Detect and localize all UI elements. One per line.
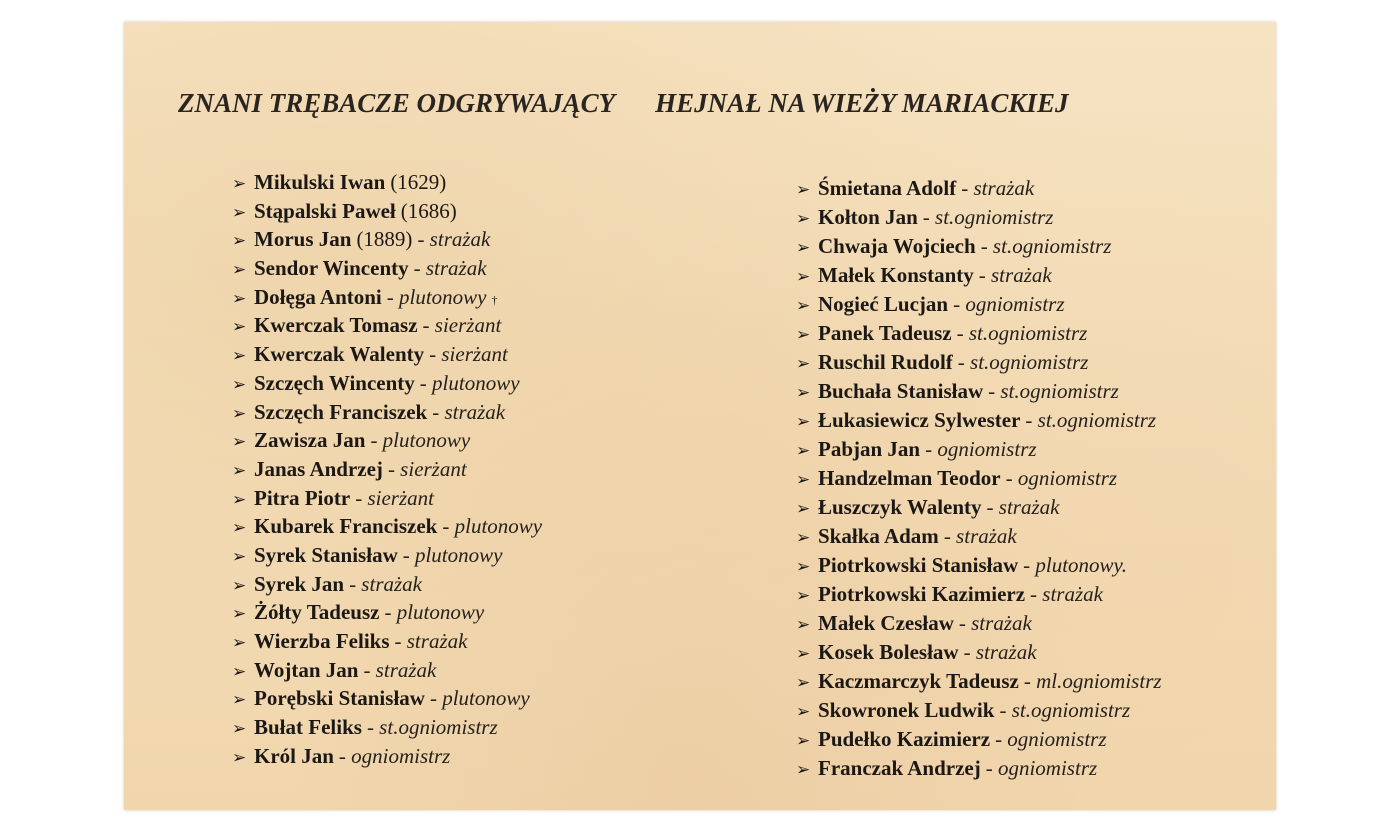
- person-name: Skałka Adam: [818, 524, 939, 548]
- person-name: Syrek Jan: [254, 571, 345, 596]
- arrowhead-bullet-icon: ➢: [796, 760, 811, 779]
- list-item: [796, 263, 1162, 292]
- rank-label: - ogniomistrz: [1005, 466, 1118, 490]
- list-item: [232, 227, 542, 256]
- list-item: [796, 698, 1162, 727]
- list-item: [232, 686, 542, 715]
- arrowhead-bullet-icon: ➢: [796, 180, 811, 199]
- arrowhead-bullet-icon: ➢: [796, 209, 811, 228]
- list-item: [232, 457, 542, 486]
- rank-label: - st.ogniomistrz: [988, 379, 1119, 403]
- arrowhead-bullet-icon: ➢: [796, 412, 811, 431]
- rank-label: - plutonowy: [402, 542, 503, 567]
- rank-label: - strażak: [413, 256, 487, 281]
- list-item: [796, 176, 1162, 205]
- list-item: [796, 640, 1162, 669]
- rank-label: - strażak: [432, 399, 506, 424]
- rank-label: - st.ogniomistrz: [980, 234, 1112, 258]
- rank-label: - plutonowy: [419, 370, 520, 395]
- list-item: [796, 582, 1162, 611]
- person-name: Stąpalski Paweł: [254, 198, 396, 223]
- arrowhead-bullet-icon: ➢: [232, 460, 247, 480]
- list-item: [796, 611, 1162, 640]
- title-part-2: HEJNAŁ NA WIEŻY MARIACKIEJ: [655, 88, 1069, 118]
- rank-label: - sierżant: [355, 485, 434, 510]
- person-name: Chwaja Wojciech: [818, 234, 976, 258]
- person-name: Kołton Jan: [818, 205, 918, 229]
- paper-sheet: [124, 22, 1276, 810]
- rank-label: - st.ogniomistrz: [956, 321, 1088, 345]
- person-name: Łuszczyk Walenty: [818, 495, 982, 519]
- list-item: [232, 600, 542, 629]
- arrowhead-bullet-icon: ➢: [232, 747, 247, 767]
- person-name: Piotrkowski Stanisław: [818, 553, 1019, 577]
- list-item: [232, 400, 542, 429]
- arrowhead-bullet-icon: ➢: [796, 615, 811, 634]
- person-name: Porębski Stanisław: [254, 686, 425, 711]
- arrowhead-bullet-icon: ➢: [232, 661, 247, 681]
- arrowhead-bullet-icon: ➢: [796, 470, 811, 489]
- rank-label: - strażak: [1030, 582, 1103, 606]
- person-name: Buchała Stanisław: [818, 379, 984, 403]
- person-name: Piotrkowski Kazimierz: [818, 582, 1026, 606]
- list-item: [796, 756, 1162, 785]
- arrowhead-bullet-icon: ➢: [232, 288, 247, 308]
- list-item: [796, 553, 1162, 582]
- year-label: (1889): [356, 227, 413, 252]
- list-item: [232, 629, 542, 658]
- cross-mark: †: [491, 292, 498, 307]
- arrowhead-bullet-icon: ➢: [232, 489, 247, 509]
- list-item: [796, 524, 1162, 553]
- list-item: [232, 256, 542, 285]
- arrowhead-bullet-icon: ➢: [232, 374, 247, 394]
- rank-label: - strażak: [961, 176, 1035, 200]
- rank-label: - strażak: [363, 657, 437, 682]
- list-item: [232, 514, 542, 543]
- list-item: [232, 428, 542, 457]
- rank-label: - plutonowy: [429, 686, 530, 711]
- rank-label: - strażak: [986, 495, 1060, 519]
- arrowhead-bullet-icon: ➢: [232, 518, 247, 538]
- person-name: Wierzba Feliks: [254, 629, 390, 653]
- person-name: Łukasiewicz Sylwester: [818, 408, 1021, 432]
- list-item: [796, 205, 1162, 234]
- list-item: [796, 321, 1162, 350]
- person-name: Mikulski Iwan: [254, 170, 386, 194]
- title-part-1: ZNANI TRĘBACZE ODGRYWAJĄCY: [178, 88, 616, 118]
- person-name: Dołęga Antoni: [254, 284, 382, 309]
- arrowhead-bullet-icon: ➢: [232, 719, 247, 739]
- year-label: (1686): [400, 198, 457, 223]
- rank-label: - ogniomistrz: [338, 743, 451, 768]
- list-item: [232, 313, 542, 342]
- list-item: [232, 715, 542, 744]
- person-name: Handzelman Teodor: [818, 466, 1001, 490]
- rank-label: - sierżant: [422, 313, 502, 338]
- list-item: [232, 371, 542, 400]
- person-name: Kosek Bolesław: [818, 640, 959, 664]
- person-name: Morus Jan: [254, 227, 352, 252]
- arrowhead-bullet-icon: ➢: [796, 383, 811, 402]
- rank-label: - sierżant: [387, 456, 467, 481]
- left-name-list: [232, 170, 542, 772]
- person-name: Pitra Piotr: [254, 485, 351, 510]
- person-name: Ruschil Rudolf: [818, 350, 953, 374]
- arrowhead-bullet-icon: ➢: [796, 557, 811, 576]
- person-name: Małek Czesław: [818, 611, 954, 635]
- list-item: [796, 292, 1162, 321]
- rank-label: - ogniomistrz: [925, 437, 1037, 461]
- rank-label: - ml.ogniomistrz: [1023, 669, 1162, 693]
- arrowhead-bullet-icon: ➢: [796, 441, 811, 460]
- list-item: [796, 466, 1162, 495]
- person-name: Panek Tadeusz: [818, 321, 952, 345]
- arrowhead-bullet-icon: ➢: [232, 202, 247, 222]
- list-item: [232, 285, 542, 314]
- person-name: Śmietana Adolf: [818, 176, 957, 200]
- person-name: Janas Andrzej: [254, 456, 383, 481]
- list-item: [232, 199, 542, 228]
- page-title: [178, 88, 1216, 119]
- list-item: [796, 234, 1162, 263]
- arrowhead-bullet-icon: ➢: [796, 238, 811, 257]
- list-item: [232, 744, 542, 773]
- person-name: Syrek Stanisław: [254, 542, 398, 567]
- rank-label: - strażak: [978, 263, 1052, 287]
- list-item: [232, 543, 542, 572]
- rank-label: - ogniomistrz: [953, 292, 1065, 316]
- person-name: Król Jan: [254, 743, 334, 768]
- list-item: [796, 379, 1162, 408]
- arrowhead-bullet-icon: ➢: [232, 633, 247, 652]
- rank-label: - st.ogniomistrz: [366, 715, 498, 740]
- rank-label: - plutonowy: [384, 600, 485, 625]
- person-name: Małek Konstanty: [818, 263, 974, 287]
- person-name: Pudełko Kazimierz: [818, 727, 991, 751]
- arrowhead-bullet-icon: ➢: [796, 354, 811, 373]
- rank-label: - st.ogniomistrz: [922, 205, 1054, 229]
- arrowhead-bullet-icon: ➢: [796, 731, 811, 750]
- arrowhead-bullet-icon: ➢: [232, 604, 247, 624]
- person-name: Pabjan Jan: [818, 437, 921, 461]
- arrowhead-bullet-icon: ➢: [796, 673, 811, 692]
- list-item: [232, 342, 542, 371]
- rank-label: - ogniomistrz: [995, 727, 1107, 751]
- rank-label: - strażak: [394, 629, 468, 653]
- rank-label: - st.ogniomistrz: [1025, 408, 1157, 432]
- arrowhead-bullet-icon: ➢: [796, 296, 811, 315]
- arrowhead-bullet-icon: ➢: [796, 528, 811, 547]
- rank-label: - ogniomistrz: [985, 756, 1098, 780]
- person-name: Skowronek Ludwik: [818, 698, 995, 722]
- person-name: Zawisza Jan: [254, 428, 366, 453]
- arrowhead-bullet-icon: ➢: [232, 346, 247, 366]
- arrowhead-bullet-icon: ➢: [232, 690, 247, 710]
- arrowhead-bullet-icon: ➢: [796, 702, 811, 721]
- list-item: [796, 408, 1162, 437]
- person-name: Sendor Wincenty: [254, 256, 409, 281]
- rank-label: - plutonowy: [386, 284, 487, 309]
- list-item: [796, 727, 1162, 756]
- rank-label: - plutonowy.: [1023, 553, 1127, 577]
- arrowhead-bullet-icon: ➢: [796, 267, 811, 286]
- arrowhead-bullet-icon: ➢: [232, 575, 247, 595]
- person-name: Nogieć Lucjan: [818, 292, 949, 316]
- list-item: [796, 437, 1162, 466]
- list-item: [796, 669, 1162, 698]
- list-item: [796, 495, 1162, 524]
- rank-label: - strażak: [958, 611, 1032, 635]
- rank-label: - plutonowy: [442, 514, 543, 539]
- arrowhead-bullet-icon: ➢: [796, 586, 811, 605]
- rank-label: - strażak: [417, 227, 491, 252]
- list-item: [232, 658, 542, 687]
- rank-label: - sierżant: [429, 342, 508, 367]
- arrowhead-bullet-icon: ➢: [232, 546, 247, 566]
- person-name: Kwerczak Tomasz: [254, 313, 418, 338]
- list-item: [232, 486, 542, 515]
- arrowhead-bullet-icon: ➢: [232, 317, 247, 337]
- right-name-list: [796, 176, 1162, 785]
- arrowhead-bullet-icon: ➢: [232, 432, 247, 452]
- rank-label: - strażak: [943, 524, 1017, 548]
- rank-label: - strażak: [349, 571, 422, 596]
- person-name: Kaczmarczyk Tadeusz: [818, 669, 1019, 693]
- arrowhead-bullet-icon: ➢: [796, 644, 811, 663]
- rank-label: - st.ogniomistrz: [957, 350, 1089, 374]
- list-item: [796, 350, 1162, 379]
- list-item: [232, 170, 542, 199]
- arrowhead-bullet-icon: ➢: [796, 325, 811, 344]
- arrowhead-bullet-icon: ➢: [796, 499, 811, 518]
- year-label: (1629): [390, 170, 447, 194]
- person-name: Kubarek Franciszek: [254, 514, 438, 539]
- person-name: Szczęch Wincenty: [254, 370, 415, 395]
- person-name: Wojtan Jan: [254, 657, 359, 682]
- rank-label: - strażak: [963, 640, 1037, 664]
- person-name: Żółty Tadeusz: [254, 600, 380, 625]
- arrowhead-bullet-icon: ➢: [232, 260, 247, 280]
- rank-label: - st.ogniomistrz: [999, 698, 1131, 722]
- person-name: Bułat Feliks: [254, 715, 362, 740]
- list-item: [232, 572, 542, 601]
- person-name: Szczęch Franciszek: [254, 399, 428, 424]
- arrowhead-bullet-icon: ➢: [232, 403, 247, 423]
- person-name: Franczak Andrzej: [818, 756, 981, 780]
- rank-label: - plutonowy: [370, 428, 471, 453]
- person-name: Kwerczak Walenty: [254, 342, 425, 367]
- arrowhead-bullet-icon: ➢: [232, 231, 247, 251]
- arrowhead-bullet-icon: ➢: [232, 174, 247, 193]
